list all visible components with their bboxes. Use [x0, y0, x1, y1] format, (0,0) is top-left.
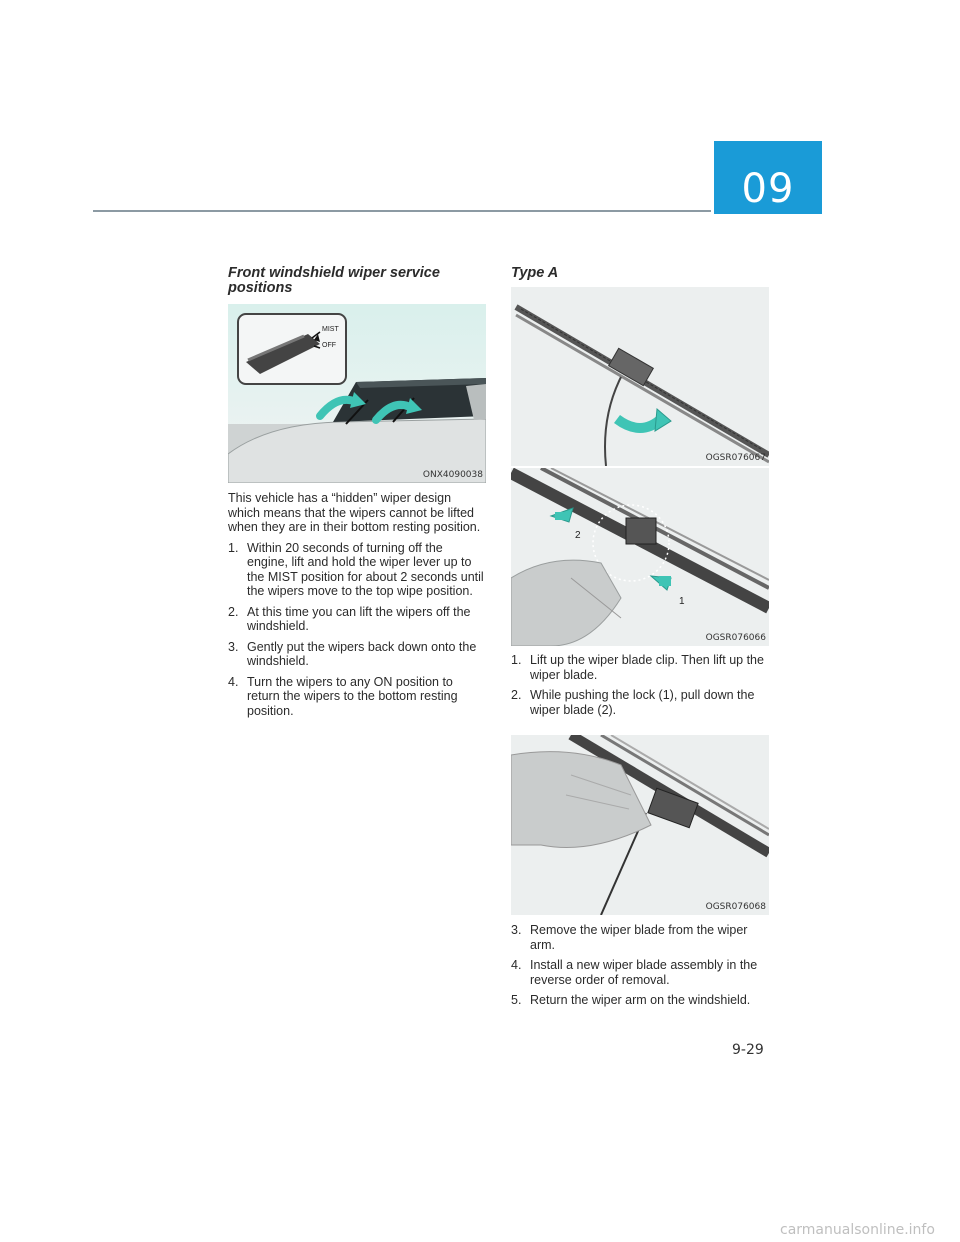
list-item: 3. Remove the wiper blade from the wiper arm.	[511, 923, 748, 952]
intro-paragraph: This vehicle has a “hidden” wiper design which means that the wipers cannot be lifted when they are in their bottom resting position.	[228, 491, 481, 534]
type-a-steps-list	[511, 653, 769, 717]
figure-code: OGSR076068	[705, 902, 766, 912]
list-item: 5. Return the wiper arm on the windshield.	[511, 993, 751, 1007]
page-number: 9-29	[732, 1042, 764, 1058]
left-column	[228, 266, 486, 724]
chapter-number: 09	[741, 166, 795, 212]
section-heading: Front windshield wiper service positions	[228, 265, 440, 296]
figure-code: OGSR076066	[705, 633, 766, 643]
removal-steps-list	[511, 923, 769, 1008]
list-item: 2. At this time you can lift the wipers off the windshield.	[228, 604, 471, 633]
list-item: 2. While pushing the lock (1), pull down the wiper blade (2).	[511, 688, 755, 717]
list-item: 4. Turn the wipers to any ON position to return the wipers to the bottom resting position.	[228, 674, 458, 718]
right-column	[511, 266, 769, 1014]
callout-2: 2	[575, 530, 581, 541]
list-item: 1. Within 20 seconds of turning off the engine, lift and hold the wiper lever up to the MIST position for about 2 seconds until the wipers move to the top wipe position.	[228, 540, 484, 598]
figure-wiper-service-position	[228, 304, 486, 483]
remove-blade-illustration	[511, 735, 769, 915]
figure-remove-wiper-blade	[511, 735, 769, 915]
watermark: carmanualsonline.info	[780, 1222, 935, 1238]
inset-label-off: OFF	[322, 342, 336, 349]
figure-code: ONX4090038	[422, 470, 483, 480]
figure-lift-wiper-clip	[511, 287, 769, 466]
figure-code: OGSR076067	[705, 453, 766, 463]
type-heading: Type A	[511, 265, 559, 281]
figure-push-lock-pull-blade	[511, 468, 769, 646]
list-item: 3. Gently put the wipers back down onto the windshield.	[228, 639, 477, 668]
car-windshield-illustration	[228, 304, 486, 483]
list-item: 1. Lift up the wiper blade clip. Then lift up the wiper blade.	[511, 653, 764, 682]
hand-pushing-lock-illustration	[511, 468, 769, 646]
service-steps-list	[228, 541, 486, 719]
inset-label-mist: MIST	[322, 326, 339, 333]
chapter-tab	[714, 141, 822, 214]
list-item: 4. Install a new wiper blade assembly in the reverse order of removal.	[511, 958, 758, 987]
header-rule	[93, 210, 711, 212]
wiper-blade-illustration	[511, 287, 769, 466]
callout-1: 1	[679, 596, 685, 607]
